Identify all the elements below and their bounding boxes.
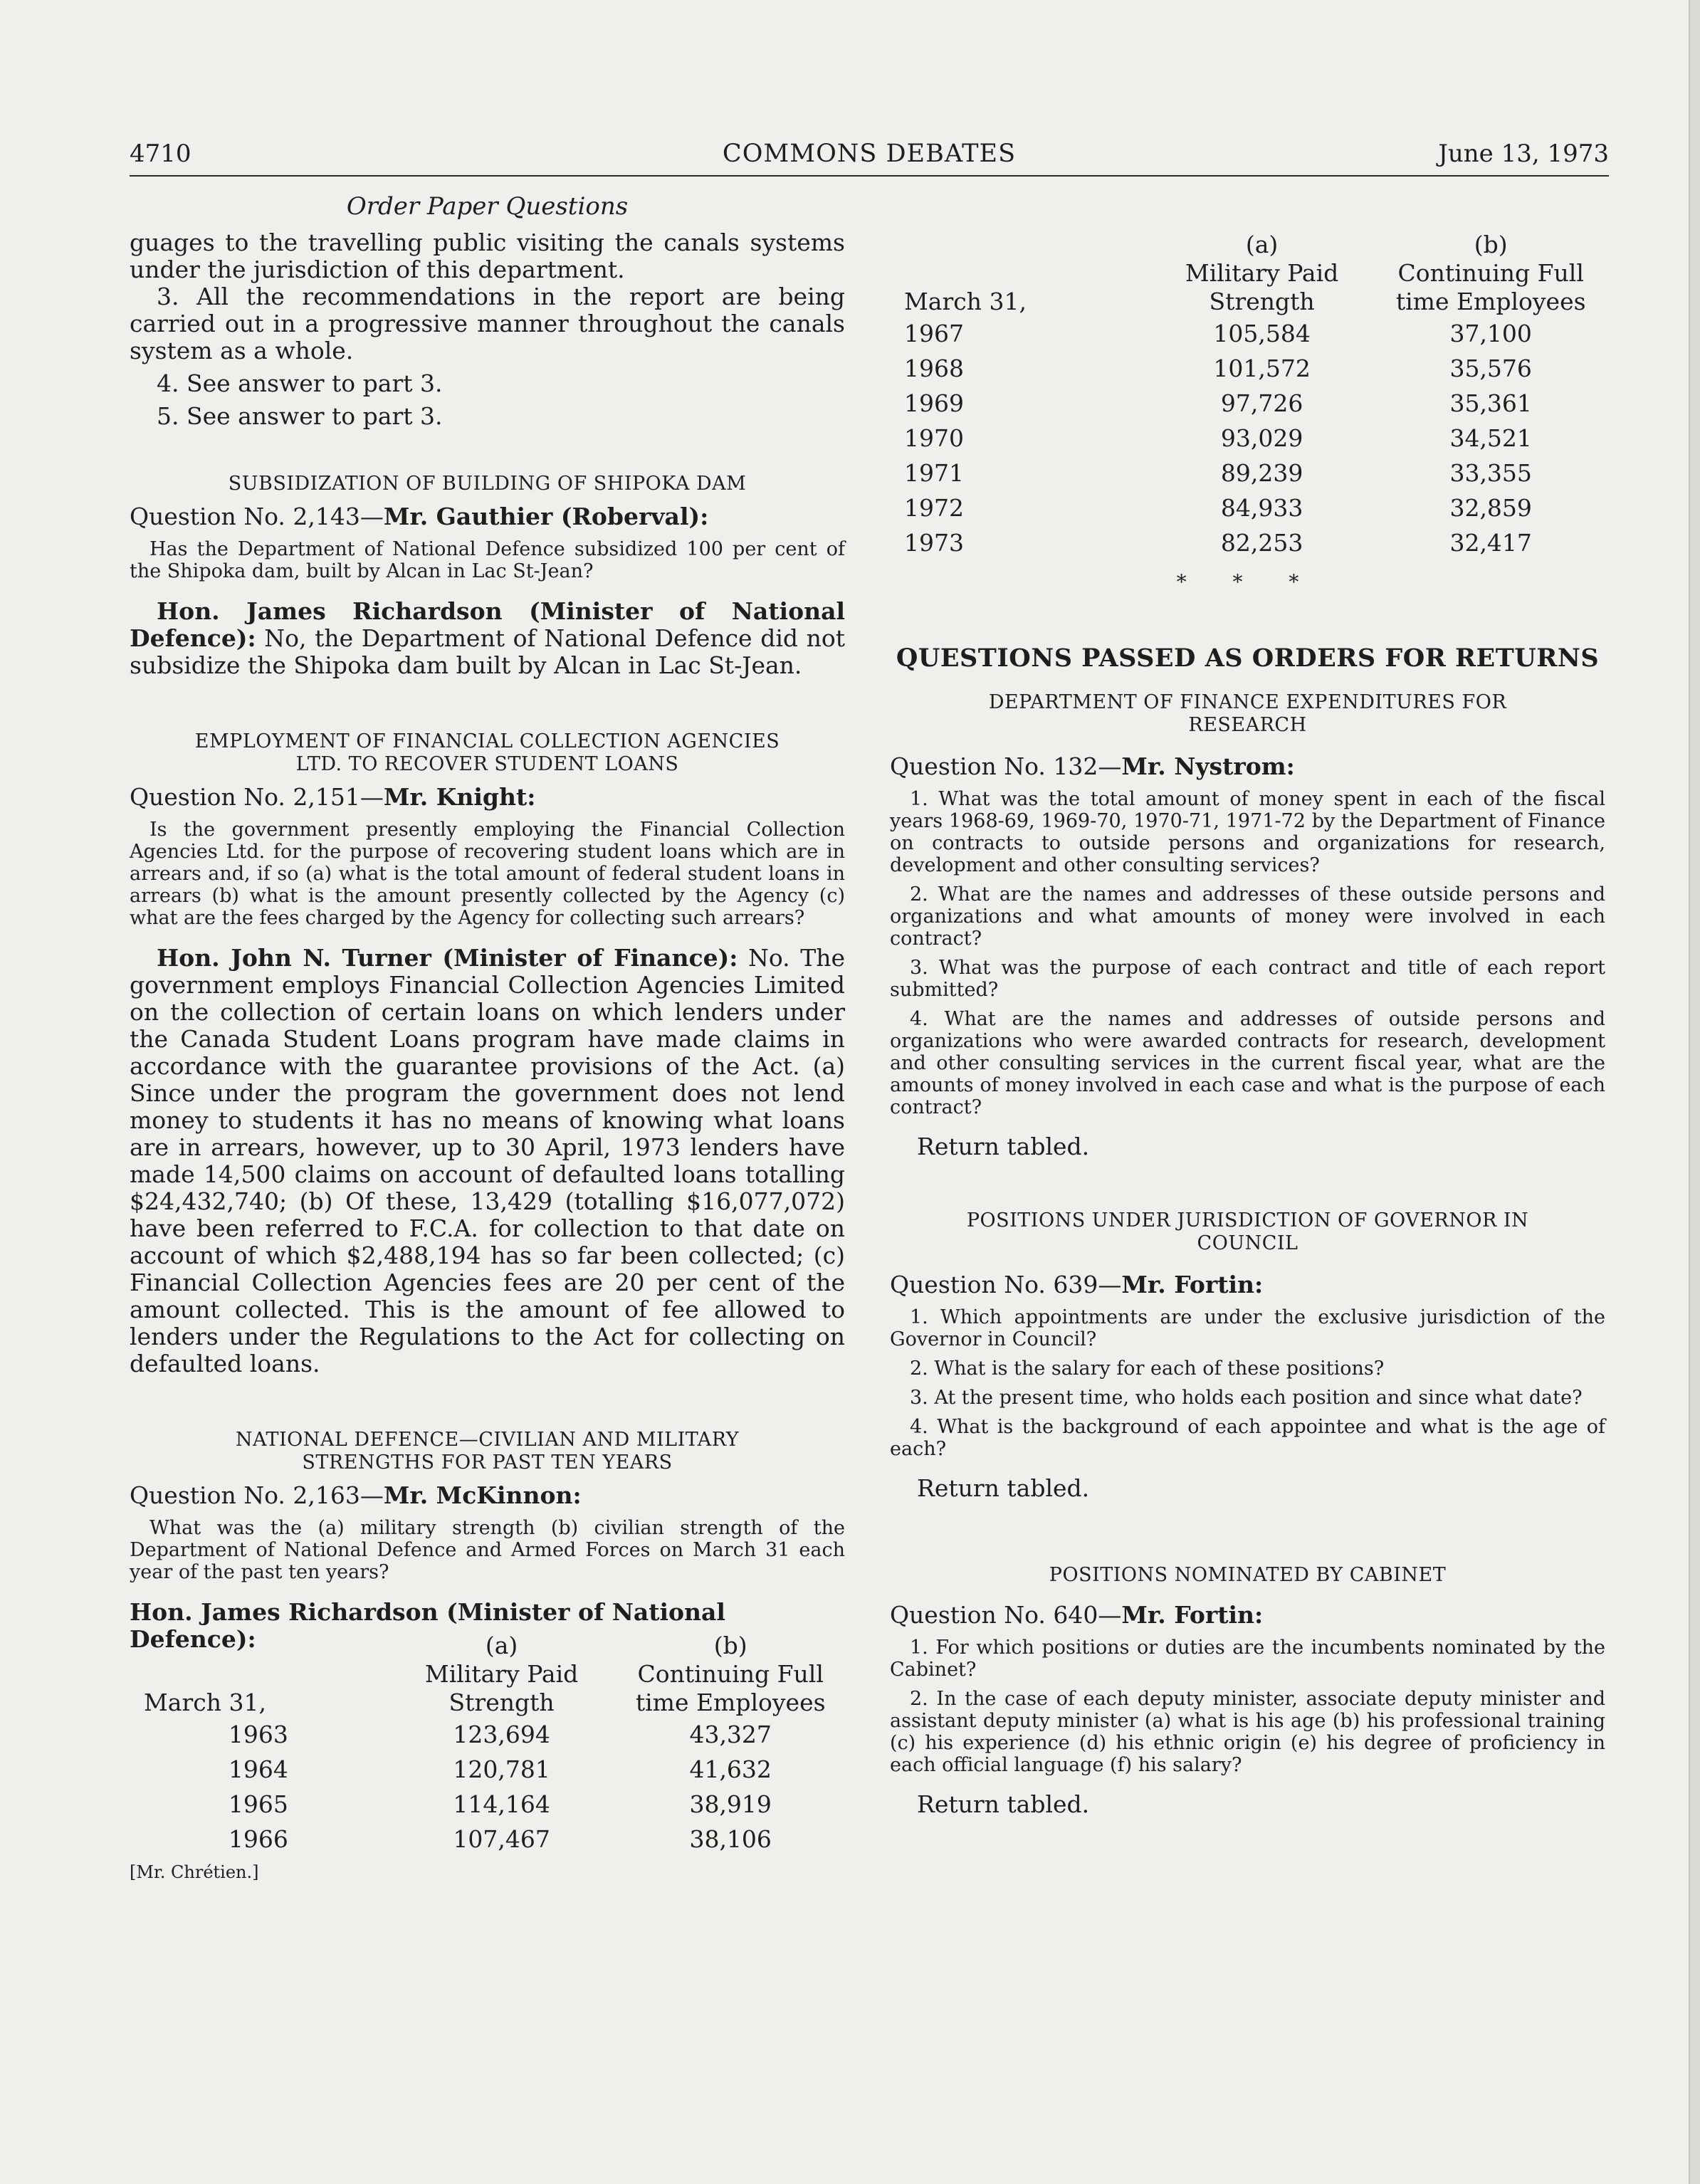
return-tabled: Return tabled.	[917, 1474, 1090, 1502]
col-a-letter: (a)	[1245, 231, 1279, 258]
col-b-heading-1: Continuing Full	[637, 1660, 824, 1688]
return-tabled: Return tabled.	[917, 1790, 1090, 1818]
col-a-letter: (a)	[485, 1632, 518, 1659]
issue-date: June 13, 1973	[1438, 140, 1609, 168]
col-b-letter: (b)	[713, 1632, 747, 1659]
military-strength: 114,164	[453, 1790, 550, 1818]
question-item: 2. What is the salary for each of these positions?	[910, 1358, 1385, 1380]
question-item: 1. For which positions or duties are the incumbents nominated by the Cabinet?	[890, 1637, 1605, 1681]
question-line-2151	[130, 783, 845, 812]
year: 1971	[904, 459, 964, 487]
answer-2151	[130, 945, 845, 1377]
continued-paragraph: guages to the travelling public visiting the canals systems under the jurisdiction of this department.	[130, 229, 845, 283]
question-line-2163	[130, 1481, 845, 1510]
table-row	[130, 1752, 845, 1787]
question-member: Mr. Knight:	[383, 783, 536, 811]
right-column	[890, 192, 1605, 1819]
left-column	[130, 192, 845, 1882]
col-a-heading-1: Military Paid	[1185, 259, 1339, 287]
question-item: 1. Which appointments are under the exclusive jurisdiction of the Governor in Council?	[890, 1306, 1605, 1350]
year: 1965	[228, 1790, 288, 1818]
civilian-employees: 41,632	[689, 1755, 772, 1783]
section-separator-stars: * * *	[1176, 570, 1319, 594]
military-strength: 101,572	[1213, 355, 1311, 382]
col-b-heading-2: time Employees	[1395, 288, 1586, 315]
question-number: Question No. 2,151—	[130, 783, 384, 811]
civilian-employees: 38,919	[689, 1790, 772, 1818]
section-heading-collection-agencies: EMPLOYMENT OF FINANCIAL COLLECTION AGENCIES LTD. TO RECOVER STUDENT LOANS	[194, 730, 780, 775]
question-number: Question No. 640—	[890, 1601, 1122, 1629]
table-row	[890, 525, 1605, 560]
question-item: 4. What are the names and addresses of outside persons and organizations who were awarded contracts for research, development and other consulting services in the current fiscal year, what are the amounts of money involved in each case and what is the purpose of each contract?	[890, 1008, 1605, 1118]
military-strength: 93,029	[1220, 424, 1303, 452]
table-row	[890, 316, 1605, 351]
civilian-employees: 35,361	[1449, 389, 1532, 417]
section-heading-finance-research: DEPARTMENT OF FINANCE EXPENDITURES FOR RESEARCH	[988, 691, 1507, 736]
strength-table-left	[130, 1632, 845, 1857]
question-number: Question No. 639—	[890, 1271, 1122, 1298]
military-strength: 120,781	[453, 1755, 550, 1783]
civilian-employees: 33,355	[1449, 459, 1532, 487]
question-number: Question No. 132—	[890, 752, 1122, 780]
year: 1969	[904, 389, 964, 417]
question-member: Mr. Fortin:	[1121, 1271, 1264, 1298]
question-line-132	[890, 752, 1605, 781]
return-tabled: Return tabled.	[917, 1133, 1090, 1160]
civilian-employees: 34,521	[1449, 424, 1532, 452]
civilian-employees: 35,576	[1449, 355, 1532, 382]
section-heading-shipoka: SUBSIDIZATION OF BUILDING OF SHIPOKA DAM	[228, 473, 747, 495]
table-row	[890, 351, 1605, 386]
military-strength: 105,584	[1213, 320, 1311, 347]
page-header	[130, 135, 1609, 177]
table-row	[890, 421, 1605, 456]
civilian-employees: 32,859	[1449, 494, 1532, 522]
question-line-640	[890, 1601, 1605, 1629]
military-strength: 89,239	[1220, 459, 1303, 487]
col-b-letter: (b)	[1474, 231, 1508, 258]
civilian-employees: 37,100	[1449, 320, 1532, 347]
question-item: 3. At the present time, who holds each position and since what date?	[910, 1387, 1583, 1409]
military-strength: 123,694	[453, 1721, 550, 1748]
question-number: Question No. 2,163—	[130, 1481, 384, 1509]
year: 1967	[904, 320, 964, 347]
military-strength: 97,726	[1220, 389, 1303, 417]
question-item: 2. In the case of each deputy minister, associate deputy minister and assistant deputy minister (a) what is his age (b) his professional training (c) his experience (d) his ethnic origin (e) his degree of proficiency in each official language (f) his salary?	[890, 1688, 1605, 1776]
answer-part-5: 5. See answer to part 3.	[157, 402, 443, 430]
table-row	[890, 490, 1605, 525]
running-head: Order Paper Questions	[346, 192, 629, 221]
page-number: 4710	[130, 140, 191, 168]
col-a-heading-2: Strength	[448, 1689, 555, 1716]
question-item: 1. What was the total amount of money spent in each of the fiscal years 1968-69, 1969-70, 1970-71, 1971-72 by the Department of Finance on contracts to outside persons and organizations for research, development and other consulting services?	[890, 788, 1605, 876]
col-year-heading: March 31,	[144, 1689, 266, 1716]
question-item: 2. What are the names and addresses of these outside persons and organizations and what amounts of money were involved in each contract?	[890, 883, 1605, 950]
year: 1963	[228, 1721, 288, 1748]
answer-2143	[130, 598, 845, 679]
table-row	[130, 1787, 845, 1822]
military-strength: 84,933	[1220, 494, 1303, 522]
military-strength: 82,253	[1220, 529, 1303, 557]
question-member: Mr. Gauthier (Roberval):	[383, 503, 709, 530]
col-year-heading: March 31,	[904, 288, 1027, 315]
publication-title: COMMONS DEBATES	[722, 140, 1017, 168]
question-line-639	[890, 1271, 1605, 1299]
col-a-heading-1: Military Paid	[424, 1660, 579, 1688]
answer-text: No. The government employs Financial Collection Agencies Limited on the collection of certain loans on which lenders under the Canada Student Loans program have made claims in accordance with the guarantee provisions of the Act. (a) Since under the program the government does not lend money to students it has no means of knowing what loans are in arrears, however, up to 30 April, 1973 lenders have made 14,500 claims on account of defaulted loans totalling $24,432,740; (b) Of these, 13,429 (totalling $16,077,072) have been referred to F.C.A. for collection to that date on account of which $2,488,194 has so far been collected; (c) Financial Collection Agencies fees are 20 per cent of the amount collected. This is the amount of fee allowed to lenders under the Regulations to the Act for collecting on defaulted loans.	[130, 944, 845, 1377]
section-heading-national-defence: NATIONAL DEFENCE—CIVILIAN AND MILITARY STRENGTHS FOR PAST TEN YEARS	[235, 1429, 740, 1474]
year: 1968	[904, 355, 964, 382]
question-text-2163: What was the (a) military strength (b) civilian strength of the Department of National Defence and Armed Forces on March 31 each year of the past ten years?	[130, 1517, 845, 1583]
civilian-employees: 43,327	[689, 1721, 772, 1748]
military-strength: 107,467	[453, 1825, 550, 1853]
answer-part-4: 4. See answer to part 3.	[157, 369, 443, 397]
civilian-employees: 32,417	[1449, 529, 1532, 557]
question-member: Mr. Nystrom:	[1121, 752, 1295, 780]
answer-text: No, the Department of National Defence did not subsidize the Shipoka dam built by Alcan in Lac St-Jean.	[130, 624, 845, 679]
year: 1970	[904, 424, 964, 452]
section-heading-governor-in-council: POSITIONS UNDER JURISDICTION OF GOVERNOR IN COUNCIL	[966, 1209, 1529, 1254]
page-edge	[1689, 0, 1700, 2184]
strength-table-right	[890, 231, 1605, 560]
section-heading-nominated-by-cabinet: POSITIONS NOMINATED BY CABINET	[1049, 1564, 1447, 1586]
question-item: 4. What is the background of each appointee and what is the age of each?	[890, 1416, 1605, 1460]
table-row	[130, 1717, 845, 1752]
table-row	[130, 1822, 845, 1857]
orders-for-returns-heading: QUESTIONS PASSED AS ORDERS FOR RETURNS	[896, 644, 1600, 673]
question-item: 3. What was the purpose of each contract and title of each report submitted?	[890, 957, 1605, 1001]
col-b-heading-1: Continuing Full	[1397, 259, 1584, 287]
year: 1964	[228, 1755, 288, 1783]
question-text-2143: Has the Department of National Defence subsidized 100 per cent of the Shipoka dam, built by Alcan in Lac St-Jean?	[130, 538, 845, 582]
question-member: Mr. Fortin:	[1121, 1601, 1264, 1629]
col-b-heading-2: time Employees	[635, 1689, 826, 1716]
answer-speaker: Hon. John N. Turner (Minister of Finance):	[157, 944, 738, 972]
question-text-2151: Is the government presently employing the Financial Collection Agencies Ltd. for the purpose of recovering student loans which are in arrears and, if so (a) what is the total amount of federal student loans in arrears (b) what is the amount presently collected by the Agency (c) what are the fees charged by the Agency for collecting such arrears?	[130, 819, 845, 929]
question-number: Question No. 2,143—	[130, 503, 384, 530]
speaker-reference: [Mr. Chrétien.]	[130, 1862, 259, 1882]
question-line-2143	[130, 503, 845, 531]
answer-speaker-2163: Hon. James Richardson (Minister of National Defence):	[130, 1598, 725, 1653]
answer-part-3: 3. All the recommendations in the report are being carried out in a progressive manner throughout the canals system as a whole.	[130, 283, 845, 364]
year: 1966	[228, 1825, 288, 1853]
year: 1973	[904, 529, 964, 557]
question-member: Mr. McKinnon:	[383, 1481, 582, 1509]
table-row	[890, 386, 1605, 421]
table-row	[890, 456, 1605, 490]
civilian-employees: 38,106	[689, 1825, 772, 1853]
col-a-heading-2: Strength	[1209, 288, 1315, 315]
year: 1972	[904, 494, 964, 522]
answer-speaker: Hon. James Richardson (Minister of National Defence):	[130, 597, 845, 652]
